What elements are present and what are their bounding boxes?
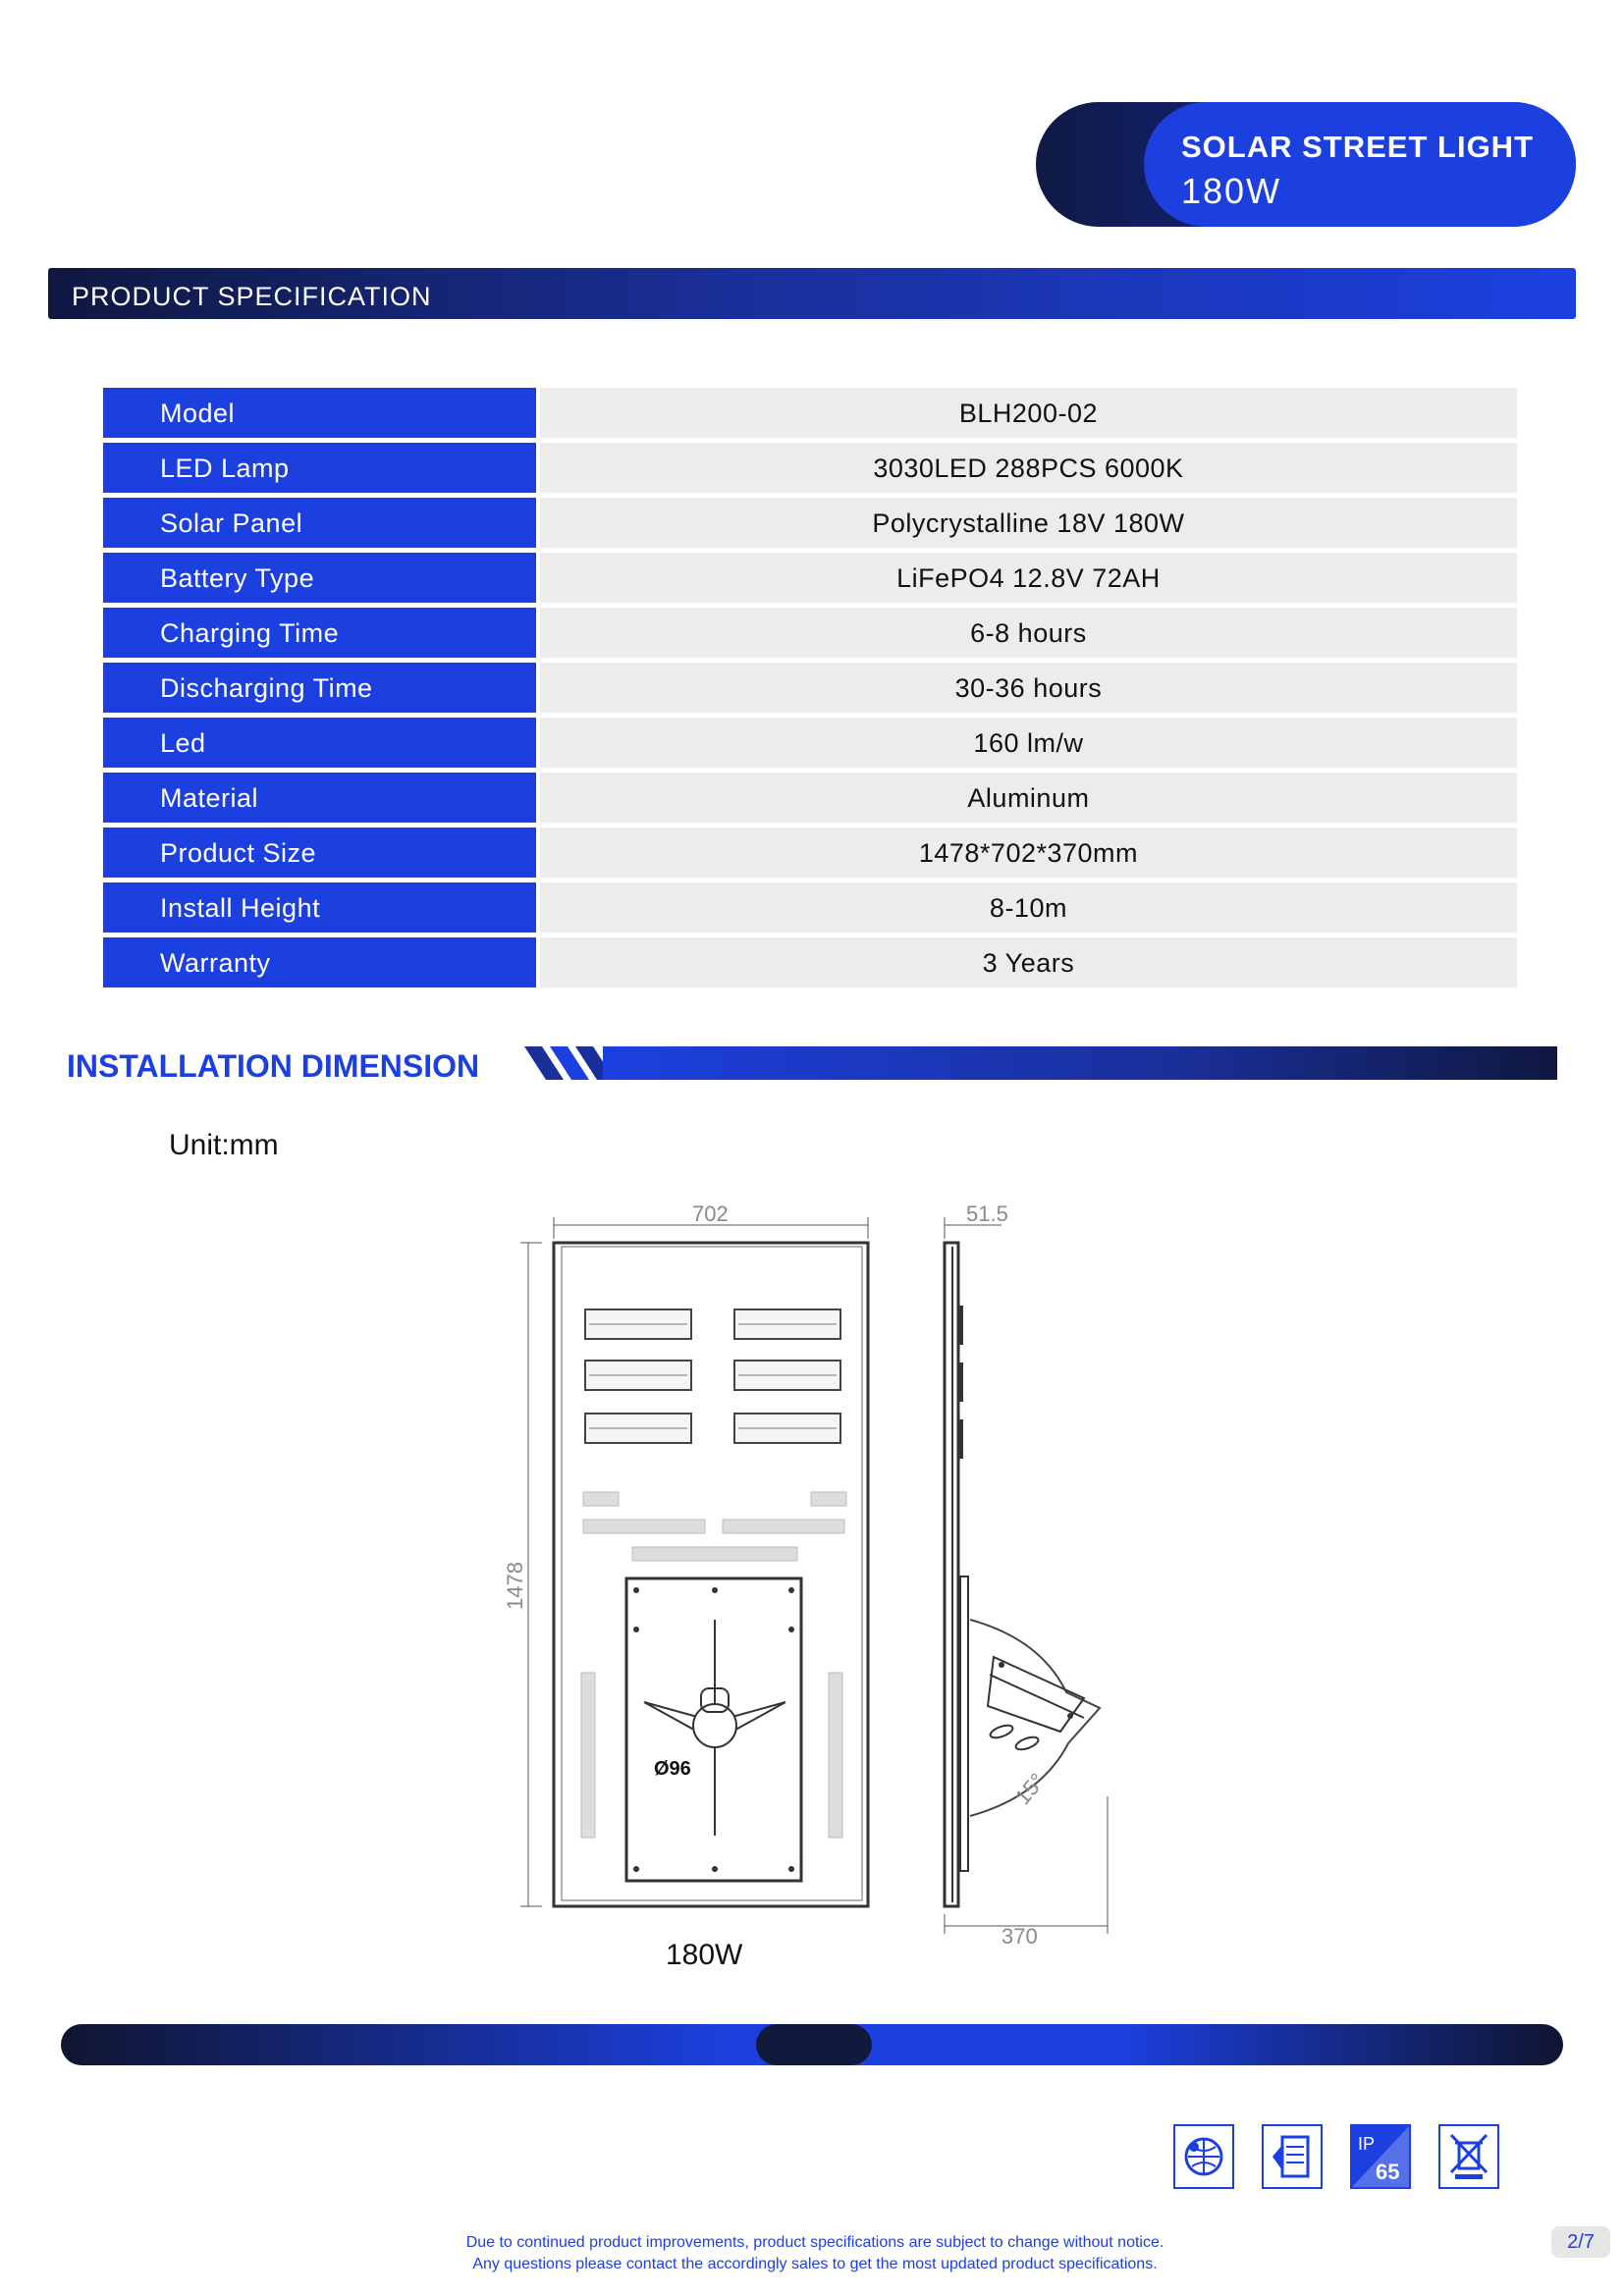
spec-section-bar bbox=[48, 268, 1576, 319]
spec-row-install-height bbox=[103, 882, 1517, 933]
spec-value: Aluminum bbox=[540, 773, 1517, 823]
height-dimension: 1478 bbox=[503, 1562, 527, 1610]
header-subtitle: 180W bbox=[1181, 171, 1282, 211]
spec-row-led-lamp bbox=[103, 443, 1517, 493]
depth-dimension: 370 bbox=[1001, 1924, 1038, 1949]
bottom-band bbox=[61, 2024, 1563, 2065]
spec-row-discharging-time bbox=[103, 663, 1517, 713]
spec-value: 30-36 hours bbox=[540, 663, 1517, 713]
ip-label: IP bbox=[1358, 2134, 1376, 2154]
solar-globe-icon bbox=[1173, 2124, 1234, 2189]
spec-label: Led bbox=[103, 718, 536, 768]
spec-label: Model bbox=[103, 388, 536, 438]
spec-row-charging-time bbox=[103, 608, 1517, 658]
spec-table bbox=[103, 388, 1517, 992]
diameter-dimension: Ø96 bbox=[654, 1758, 691, 1780]
spec-label: Charging Time bbox=[103, 608, 536, 658]
spec-value: 8-10m bbox=[540, 882, 1517, 933]
spec-label: Discharging Time bbox=[103, 663, 536, 713]
spec-row-battery-type bbox=[103, 553, 1517, 603]
thickness-dimension: 51.5 bbox=[966, 1201, 1008, 1226]
certification-icons bbox=[1173, 2124, 1499, 2189]
header-title: SOLAR STREET LIGHT bbox=[1181, 130, 1534, 164]
unit-label: Unit:mm bbox=[169, 1129, 279, 1161]
installation-title: INSTALLATION DIMENSION bbox=[67, 1048, 480, 1084]
bottom-band-knob bbox=[756, 2024, 872, 2065]
spec-value: BLH200-02 bbox=[540, 388, 1517, 438]
spec-label: Warranty bbox=[103, 937, 536, 988]
width-dimension: 702 bbox=[692, 1201, 729, 1226]
angle-dimension: 15° bbox=[1009, 1768, 1051, 1810]
spec-row-model bbox=[103, 388, 1517, 438]
header-badge bbox=[1144, 102, 1576, 227]
footer-notice bbox=[373, 2232, 1257, 2275]
spec-row-warranty bbox=[103, 937, 1517, 988]
spec-label: Install Height bbox=[103, 882, 536, 933]
spec-row-solar-panel bbox=[103, 498, 1517, 548]
spec-row-product-size bbox=[103, 828, 1517, 878]
spec-row-material bbox=[103, 773, 1517, 823]
spec-value: 6-8 hours bbox=[540, 608, 1517, 658]
weee-bin-icon bbox=[1438, 2124, 1499, 2189]
spec-label: Battery Type bbox=[103, 553, 536, 603]
spec-label: Product Size bbox=[103, 828, 536, 878]
spec-value: Polycrystalline 18V 180W bbox=[540, 498, 1517, 548]
footer-notice-line1: Due to continued product improvements, product specifications are subject to change without notice. bbox=[465, 2234, 1164, 2251]
ip-rating: 65 bbox=[1376, 2160, 1400, 2184]
footer-notice-line2: Any questions please contact the accordingly sales to get the most updated product specifications. bbox=[472, 2256, 1158, 2272]
stripe-accent-icon bbox=[520, 1046, 609, 1080]
dimension-drawing bbox=[491, 1188, 1139, 1953]
lamp-document-icon bbox=[1262, 2124, 1323, 2189]
spec-value: 1478*702*370mm bbox=[540, 828, 1517, 878]
drawing-model-label: 180W bbox=[666, 1939, 743, 1971]
installation-bar-fill bbox=[603, 1046, 1557, 1080]
spec-label: Material bbox=[103, 773, 536, 823]
installation-bar bbox=[520, 1046, 1557, 1080]
page-number: 2/7 bbox=[1551, 2226, 1610, 2258]
spec-value: 160 lm/w bbox=[540, 718, 1517, 768]
spec-section-title: PRODUCT SPECIFICATION bbox=[72, 282, 432, 311]
spec-value: 3030LED 288PCS 6000K bbox=[540, 443, 1517, 493]
spec-row-led bbox=[103, 718, 1517, 768]
ip65-icon bbox=[1350, 2124, 1411, 2189]
spec-value: 3 Years bbox=[540, 937, 1517, 988]
spec-label: LED Lamp bbox=[103, 443, 536, 493]
spec-value: LiFePO4 12.8V 72AH bbox=[540, 553, 1517, 603]
spec-label: Solar Panel bbox=[103, 498, 536, 548]
